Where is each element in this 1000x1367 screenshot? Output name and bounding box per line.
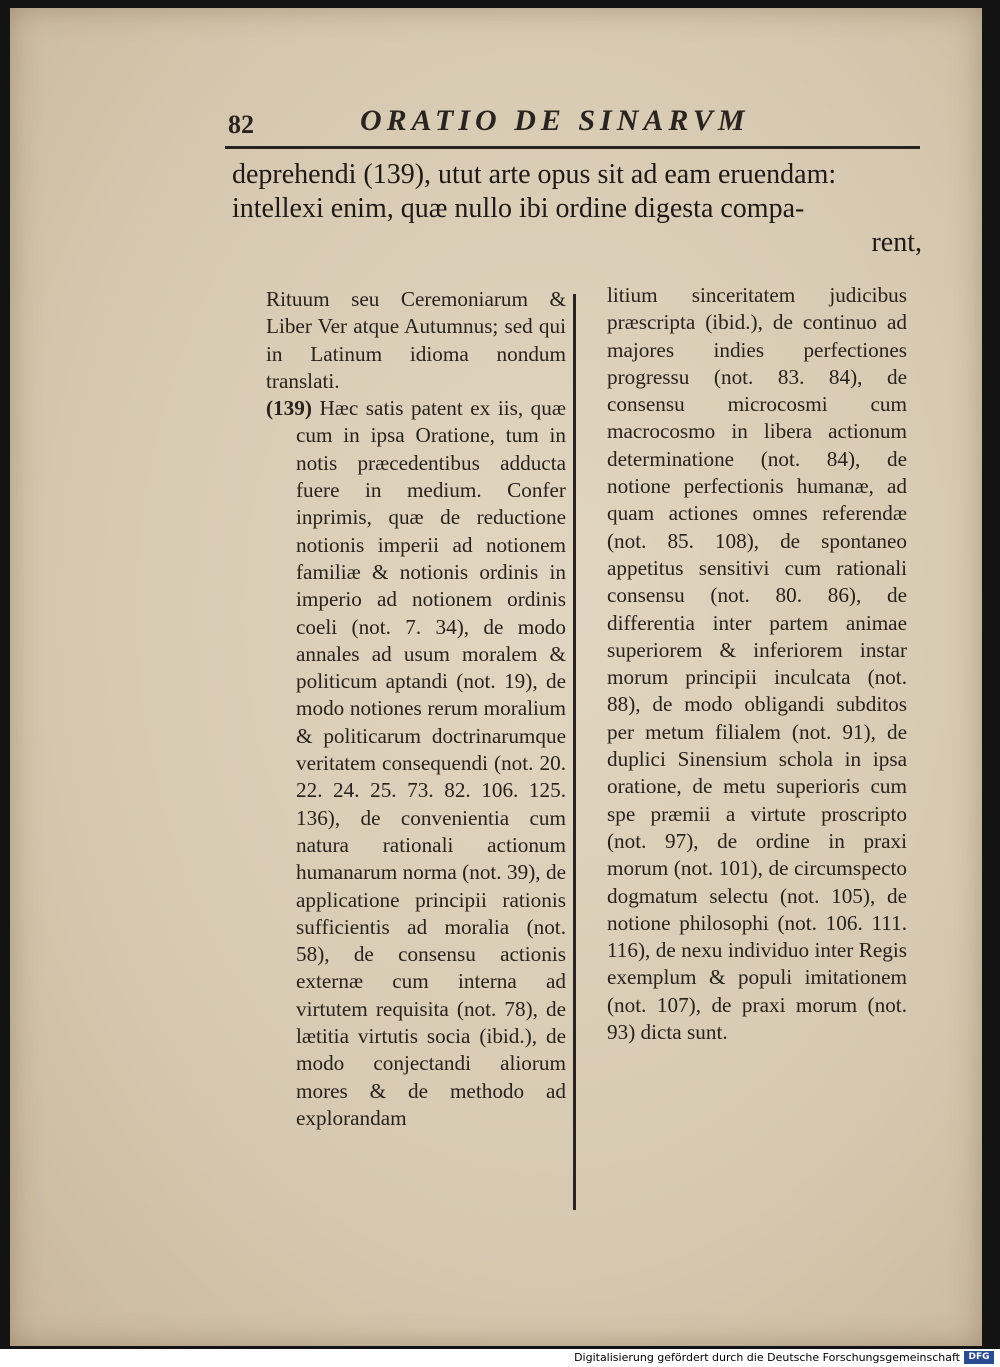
footnotes-left-column [266, 286, 566, 1132]
page-number: 82 [228, 110, 254, 139]
main-text-line-3: rent, [871, 227, 922, 258]
column-divider [573, 294, 576, 1210]
dfg-logo: DFG [964, 1351, 994, 1364]
page-header [220, 104, 940, 138]
footnote-label: (139) [266, 396, 312, 421]
main-text-line-2: intellexi enim, quæ nullo ibi ordine digesta compa- [232, 193, 805, 224]
running-head: ORATIO DE SINARVM [360, 104, 750, 137]
footnote-continuation-right: litium sinceritatem judicibus præscripta (ibid.), de continuo ad majores indies perfectiones progressu (not. 83. 84), de consensu microcosmi cum macrocosmo in libera actionum determinatione (not. 84), de notione perfectionis humanæ, ad quam actiones omnes referendæ (not. 85. 108), de spontaneo appetitus sensitivi cum rationali consensu (not. 80. 86), de differentia inter partem animae superiorem & inferiorem instar morum principii inculcata (not. 88), de modo obligandi subditos per metum filialem (not. 91), de duplici Sinensium schola in ipsa oratione, de metu superioris cum spe præmii a virtute proscripto (not. 97), de ordine in praxi morum (not. 101), de circumspecto dogmatum selectu (not. 105), de notione philosophi (not. 106. 111. 116), de nexu individuo inter Regis exemplum & populi imitationem (not. 107), de praxi morum (not. 93) dicta sunt. [607, 283, 907, 1045]
footer-credit: Digitalisierung gefördert durch die Deutsche Forschungsgemeinschaft [574, 1351, 960, 1364]
header-rule [225, 146, 920, 149]
main-text-line-1: deprehendi (139), utut arte opus sit ad eam eruendam: [232, 159, 837, 190]
main-text [232, 158, 922, 260]
footnotes-right-column [607, 282, 907, 1046]
footnote-continuation: Rituum seu Ceremoniarum & Liber Ver atque Autumnus; sed qui in Latinum idioma nondum translati. [266, 287, 566, 393]
footnote-139 [266, 395, 566, 1132]
footnote-text: Hæc satis patent ex iis, quæ cum in ipsa Oratione, tum in notis præcedentibus adducta fuere in medium. Confer inprimis, quæ de reductione notionis imperii ad notionem familiæ & notionis ordinis in imperio ad notionem ordinis coeli (not. 7. 34), de modo annales ad usum moralem & politicum aptandi (not. 19), de modo notiones rerum moralium & politicarum doctrinarumque veritatem consequendi (not. 20. 22. 24. 25. 73. 82. 106. 125. 136), de convenientia cum natura rationali actionum humanarum norma (not. 39), de applicatione principii rationis sufficientis ad moralia (not. 58), de consensu actionis externæ cum interna ad virtutem requisita (not. 78), de lætitia virtutis socia (ibid.), de modo conjectandi aliorum mores & de methodo ad explorandam [296, 396, 566, 1130]
footer-bar [0, 1349, 1000, 1367]
